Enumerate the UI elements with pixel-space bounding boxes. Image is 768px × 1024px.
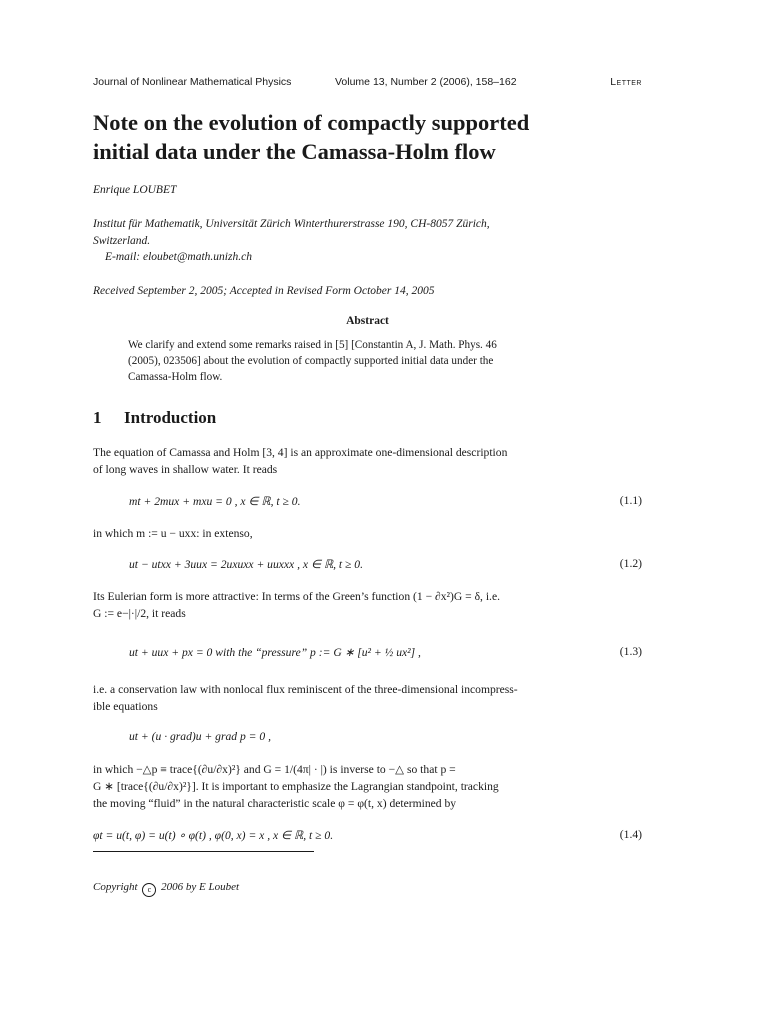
copyright-holder: 2006 by E Loubet xyxy=(161,881,240,893)
text-line: the moving “fluid” in the natural characteristic scale φ = φ(t, x) determined by xyxy=(93,797,457,810)
section-title: Introduction xyxy=(124,408,217,427)
text-line: in which m := u − uxx: in extenso, xyxy=(93,527,253,540)
author-name: Enrique LOUBET xyxy=(93,184,177,196)
paragraph xyxy=(93,444,642,478)
journal-name: Journal of Nonlinear Mathematical Physics xyxy=(93,76,292,88)
text-line: The equation of Camassa and Holm [3, 4] is an approximate one-dimensional description xyxy=(93,446,508,459)
copyright-label: Copyright xyxy=(93,881,138,893)
equation-1-3 xyxy=(93,645,642,663)
equation-unnumbered xyxy=(93,730,642,748)
equation-number: (1.1) xyxy=(619,494,642,507)
equation-1-2 xyxy=(93,557,642,575)
article-title xyxy=(93,108,642,166)
text-line: of long waves in shallow water. It reads xyxy=(93,463,278,476)
affiliation-line: Switzerland. xyxy=(93,234,151,247)
volume-info: Volume 13, Number 2 (2006), 158–162 xyxy=(335,76,517,88)
running-head xyxy=(93,76,642,92)
footnote-rule xyxy=(93,851,314,852)
paragraph xyxy=(93,681,642,715)
abstract-heading: Abstract xyxy=(346,315,389,327)
paragraph xyxy=(93,525,642,542)
equation-1-1 xyxy=(93,494,642,512)
affiliation xyxy=(93,216,642,266)
equation-1-4 xyxy=(93,828,642,846)
text-line: in which −△p ≡ trace{(∂u/∂x)²} and G = 1/(4π| · |) is inverse to −△ so that p = xyxy=(93,763,456,776)
abstract-line: (2005), 023506] about the evolution of compactly supported initial data under the xyxy=(128,355,494,367)
abstract-line: We clarify and extend some remarks raised in [5] [Constantin A, J. Math. Phys. 46 xyxy=(128,339,497,351)
received-dates: Received September 2, 2005; Accepted in Revised Form October 14, 2005 xyxy=(93,285,435,297)
equation-number: (1.4) xyxy=(619,828,642,841)
equation-formula: ut − utxx + 3uux = 2uxuxx + uuxxx , x ∈ ℝ, t ≥ 0. xyxy=(129,558,363,571)
paragraph xyxy=(93,761,642,812)
title-line: Note on the evolution of compactly supported xyxy=(93,110,530,135)
title-line: initial data under the Camassa-Holm flow xyxy=(93,139,496,164)
section-heading xyxy=(93,408,216,428)
author-email: E-mail: eloubet@math.unizh.ch xyxy=(105,251,252,263)
text-line: G ∗ [trace{(∂u/∂x)²}]. It is important to emphasize the Lagrangian standpoint, tracking xyxy=(93,780,499,793)
text-line: G := e−|·|/2, it reads xyxy=(93,607,186,620)
text-line: ible equations xyxy=(93,700,158,713)
equation-number: (1.3) xyxy=(619,645,642,658)
affiliation-line: Institut für Mathematik, Universität Zürich Winterthurerstrasse 190, CH-8057 Zürich, xyxy=(93,218,490,230)
abstract-body xyxy=(128,337,608,385)
text-line: Its Eulerian form is more attractive: In terms of the Green’s function (1 − ∂x²)G = δ, i.e. xyxy=(93,590,500,603)
equation-formula: ut + (u · grad)u + grad p = 0 , xyxy=(129,730,271,743)
copyright-icon: c xyxy=(142,883,156,897)
equation-formula: ut + uux + px = 0 with the “pressure” p := G ∗ [u² + ½ ux²] , xyxy=(129,646,421,659)
article-type: Letter xyxy=(610,76,642,88)
equation-formula: φt = u(t, φ) = u(t) ∘ φ(t) , φ(0, x) = x , x ∈ ℝ, t ≥ 0. xyxy=(93,829,334,842)
section-number: 1 xyxy=(93,408,102,427)
copyright-notice xyxy=(93,881,239,897)
text-line: i.e. a conservation law with nonlocal flux reminiscent of the three-dimensional incompress- xyxy=(93,683,518,696)
paragraph xyxy=(93,588,642,622)
equation-formula: mt + 2mux + mxu = 0 , x ∈ ℝ, t ≥ 0. xyxy=(129,495,301,508)
abstract-line: Camassa-Holm flow. xyxy=(128,371,223,383)
equation-number: (1.2) xyxy=(619,557,642,570)
